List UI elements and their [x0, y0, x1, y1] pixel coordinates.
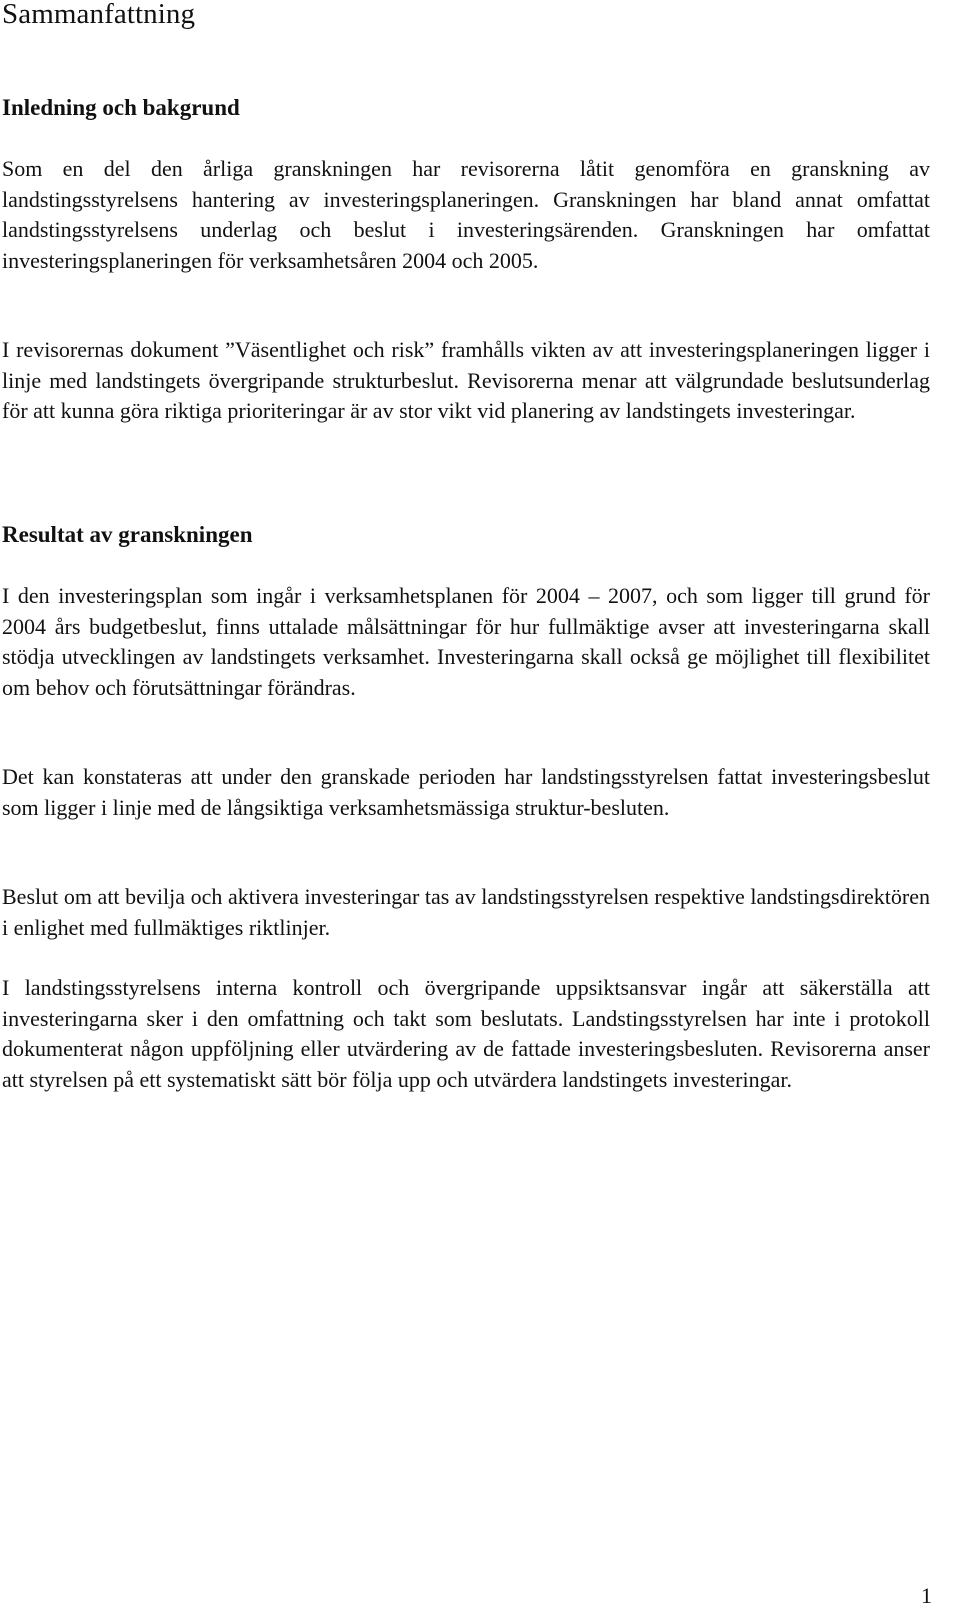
paragraph: Beslut om att bevilja och aktivera investeringar tas av landstingsstyrelsen respektive landstingsdirektören i enlighet med fullmäktiges riktlinjer. — [2, 884, 930, 940]
paragraph: I den investeringsplan som ingår i verksamhetsplanen för 2004 – 2007, och som ligger till grund för 2004 års budgetbeslut, finns uttalade målsättningar för hur fullmäktige avser att investeringarna skall stödja utvecklingen av landstingets verksamhet. Investeringarna skall också ge möjlighet till flexibilitet om behov och förutsättningar förändras. — [2, 583, 930, 700]
paragraph: I landstingsstyrelsens interna kontroll och övergripande uppsiktsansvar ingår att säkerställa att investeringarna sker i den omfattning och takt som beslutats. Landstingsstyrelsen har inte i protokoll dokumenterat någon uppföljning eller utvärdering av de fattade investeringsbesluten. Revisorerna anser att styrelsen på ett systematiskt sätt bör följa upp och utvärdera landstingets investeringar. — [2, 975, 930, 1092]
section-heading-resultat: Resultat av granskningen — [2, 522, 253, 547]
paragraph: Det kan konstateras att under den granskade perioden har landstingsstyrelsen fattat investeringsbeslut som ligger i linje med de långsiktiga verksamhetsmässiga struktur-besluten. — [2, 764, 930, 820]
paragraph: Som en del den årliga granskningen har revisorerna låtit genomföra en granskning av landstingsstyrelsens hantering av investeringsplaneringen. Granskningen har bland annat omfattat landstingsstyrelsens underlag och beslut i investeringsärenden. Granskningen har omfattat investeringsplaneringen för verksamhetsåren 2004 och 2005. — [2, 156, 930, 273]
paragraph: I revisorernas dokument ”Väsentlighet och risk” framhålls vikten av att investeringsplaneringen ligger i linje med landstingets övergripande strukturbeslut. Revisorerna menar att välgrundade beslutsunderlag för att kunna göra riktiga prioriteringar är av stor vikt vid planering av landstingets investeringar. — [2, 337, 930, 423]
document-title: Sammanfattning — [2, 0, 196, 30]
page-number: 1 — [921, 1583, 932, 1608]
section-heading-inledning: Inledning och bakgrund — [2, 95, 240, 120]
